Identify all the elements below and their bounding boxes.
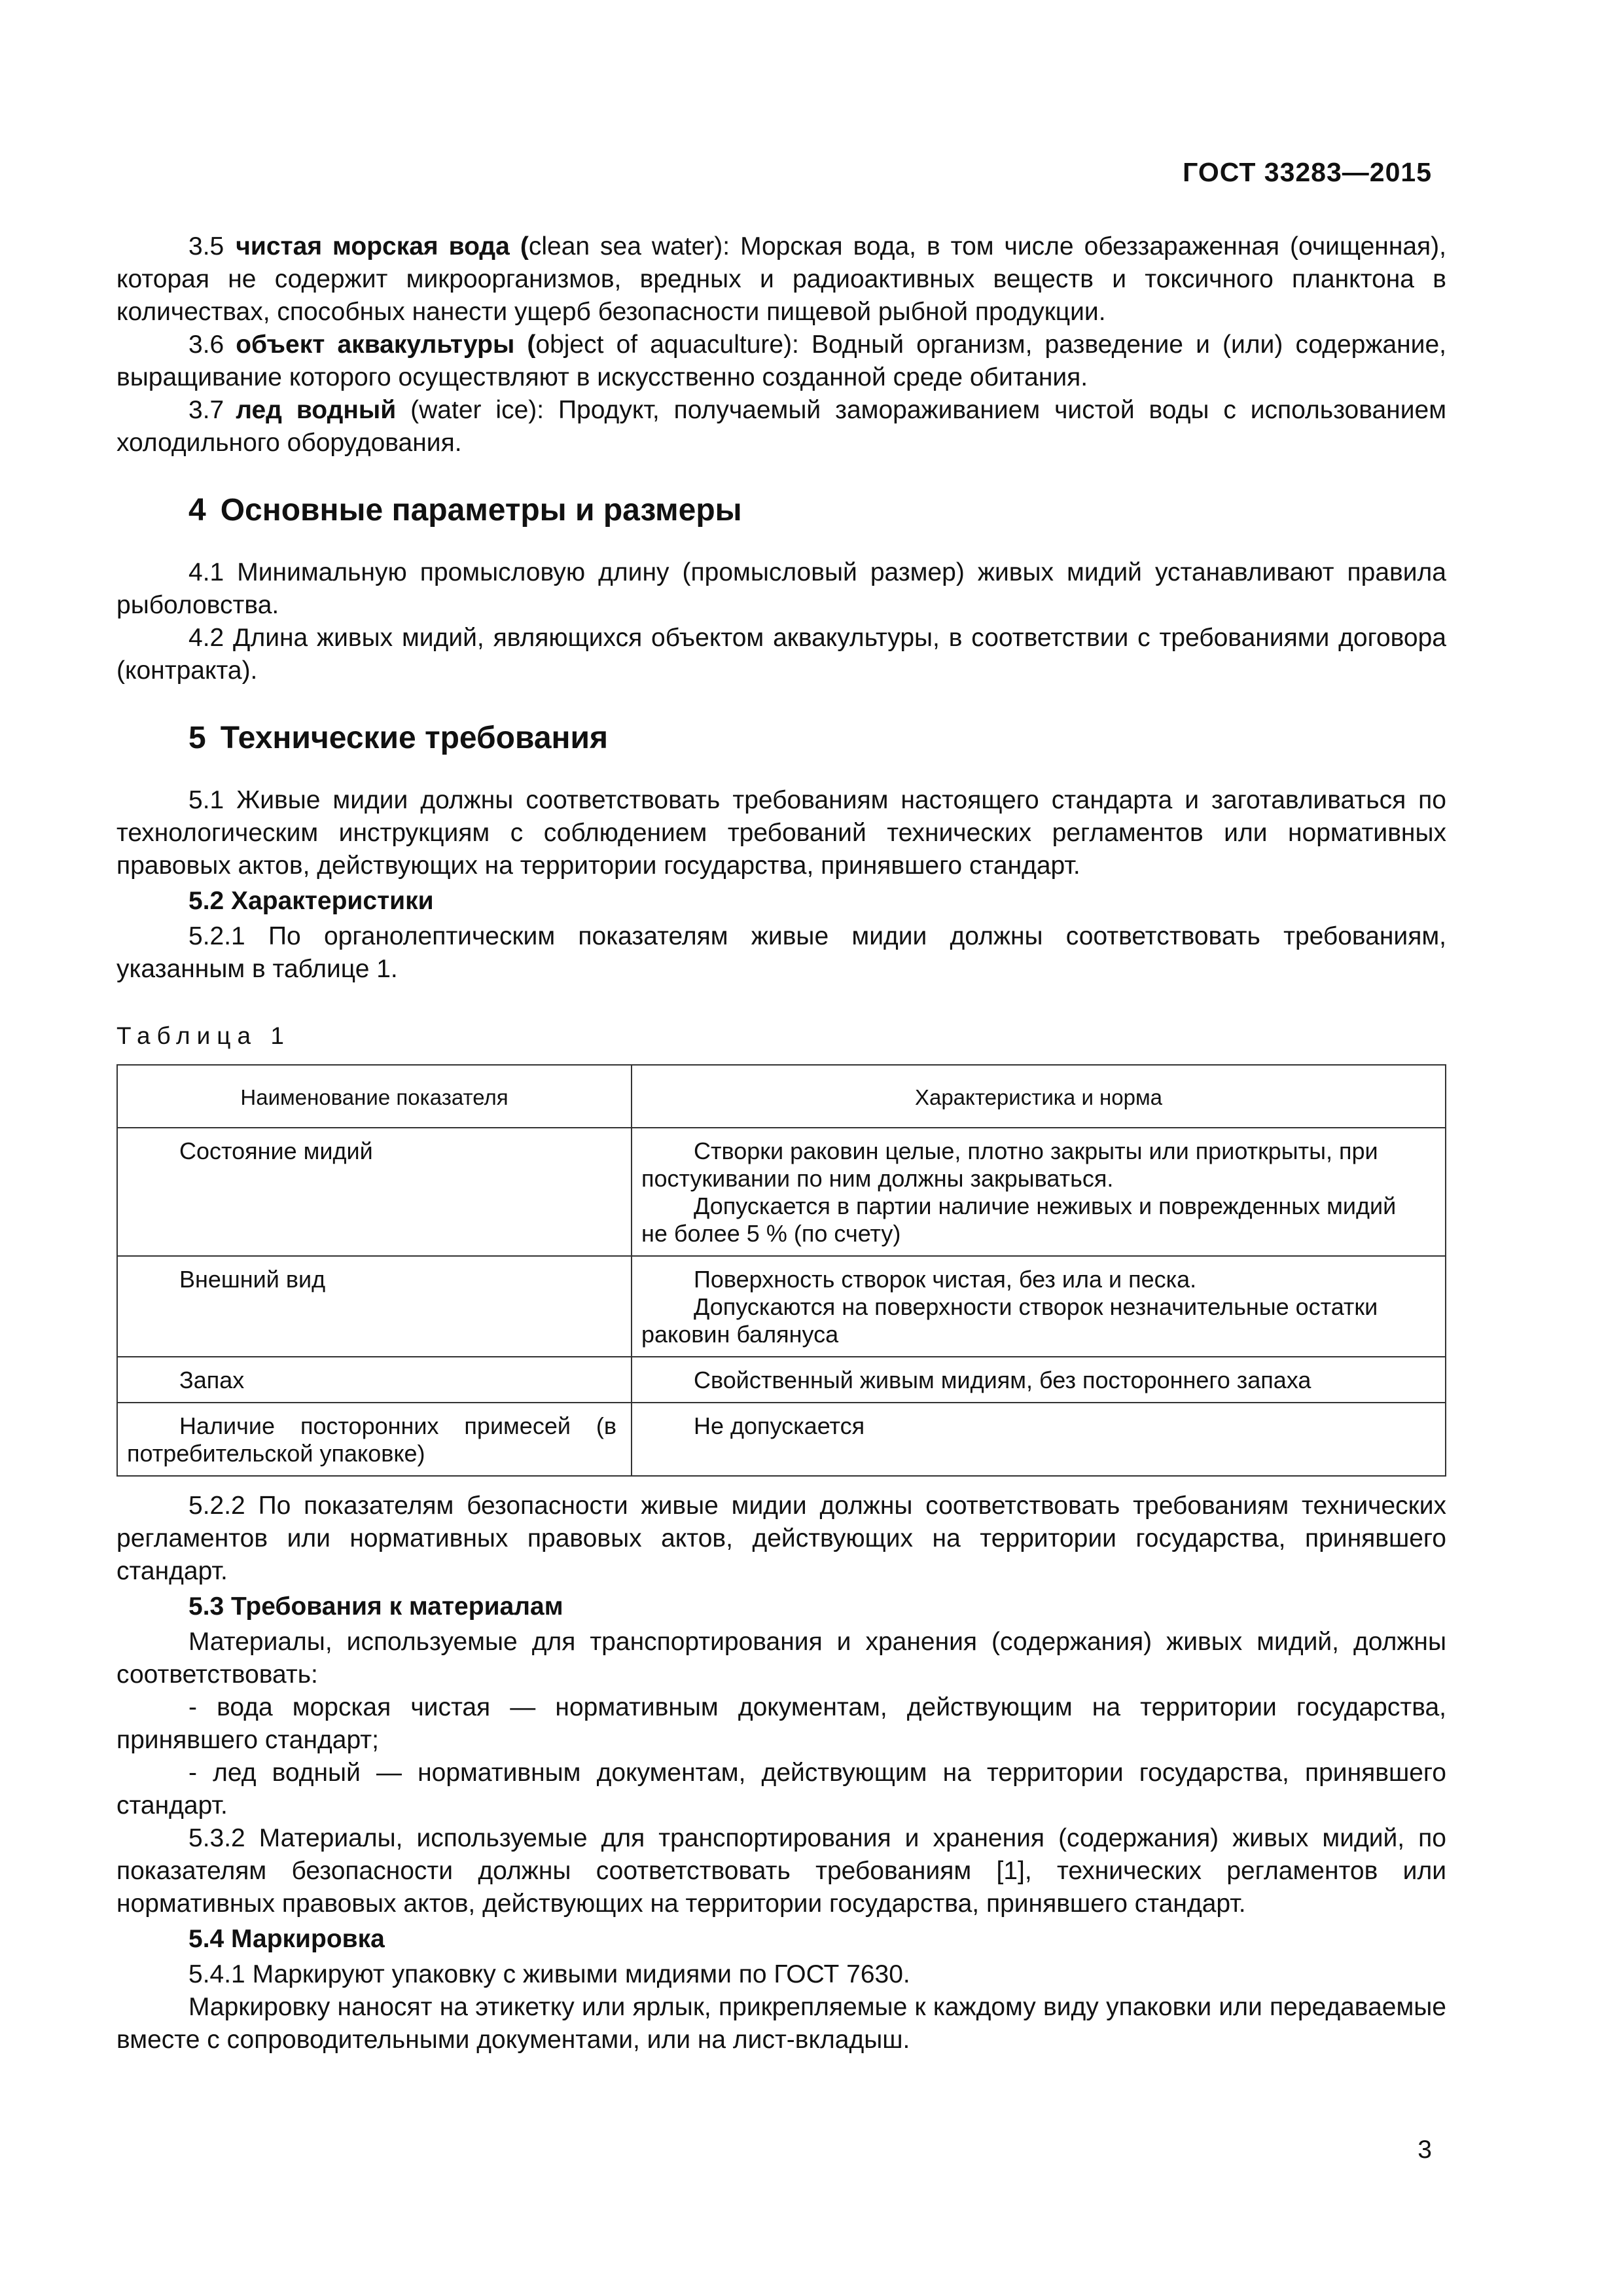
- cell-text: Допускаются на поверхности створок незначительные остатки: [694, 1293, 1378, 1320]
- table-cell-norm: [632, 1256, 1446, 1357]
- clause-text: clean sea water): Морская вода, в том числе обеззараженная (очищенная), которая не содержит микроорганизмов, вредных и радиоактивных веществ и токсичного планктона в количествах, способных нанести ущерб безопасности пищевой рыбной продукции.: [116, 232, 1446, 326]
- clause-text: (water ice): Продукт, получаемый замораживанием чистой воды с использованием холодильного оборудования.: [116, 396, 1447, 457]
- term-bold: лед водный: [236, 396, 397, 424]
- table-cell-indicator: [117, 1403, 632, 1476]
- clause-text: object of aquaculture): Водный организм, разведение и (или) содержание, выращивание которого осуществляют в искусственно созданной среде обитания.: [116, 331, 1446, 391]
- cell-text: Допускается в партии наличие неживых и поврежденных мидий: [694, 1193, 1397, 1219]
- cell-text: Створки раковин целые, плотно закрыты или приоткрыты, при: [694, 1138, 1378, 1164]
- clause-3-6: [116, 329, 1446, 394]
- clause-5-2-2: 5.2.2 По показателям безопасности живые мидии должны соответствовать требованиям технических регламентов или нормативных правовых актов, действующих на территории государства, принявшего стандарт.: [116, 1492, 1446, 1585]
- clause-5-3-intro: Материалы, используемые для транспортирования и хранения (содержания) живых мидий, должны соответствовать:: [116, 1628, 1446, 1689]
- cell-text: постукивании по ним должны закрываться.: [641, 1165, 1114, 1192]
- clause-4-1: 4.1 Минимальную промысловую длину (промысловый размер) живых мидий устанавливают правила рыболовства.: [116, 558, 1446, 619]
- table-header-indicator: Наименование показателя: [117, 1065, 632, 1128]
- table-row: [117, 1256, 1446, 1357]
- table-cell-norm: [632, 1128, 1446, 1256]
- clause-3-5: [116, 230, 1446, 329]
- cell-text: раковин балянуса: [641, 1321, 839, 1348]
- page-content: [116, 230, 1446, 2056]
- clause-5-3-item-ice: - лед водный — нормативным документам, действующим на территории государства, принявшего стандарт.: [116, 1759, 1446, 1820]
- term-bold: чистая морская вода (: [236, 232, 529, 260]
- clause-number: 3.6: [188, 331, 224, 359]
- section-title-text: Основные параметры и размеры: [220, 493, 742, 528]
- cell-text: не более 5 % (по счету): [641, 1220, 901, 1247]
- subsection-5-4-title: 5.4 Маркировка: [188, 1925, 385, 1953]
- term-bold: объект аквакультуры (: [236, 331, 536, 359]
- table-cell-indicator: [117, 1256, 632, 1357]
- cell-text: Свойственный живым мидиям, без постороннего запаха: [694, 1367, 1311, 1393]
- table-cell-indicator: [117, 1128, 632, 1256]
- table-cell-norm: [632, 1403, 1446, 1476]
- clause-number: 3.5: [188, 232, 224, 260]
- subsection-5-3-title: 5.3 Требования к материалам: [188, 1592, 563, 1621]
- table-header-norm: Характеристика и норма: [632, 1065, 1446, 1128]
- table-row: [117, 1128, 1446, 1256]
- clause-5-4-1-cont: Маркировку наносят на этикетку или ярлык, прикрепляемые к каждому виду упаковки или передаваемые вместе с сопроводительными документами, или на лист-вкладыш.: [116, 1993, 1446, 2054]
- page-number: 3: [1418, 2136, 1432, 2164]
- table-caption: Таблица 1: [116, 1022, 291, 1049]
- table-row: [117, 1403, 1446, 1476]
- clause-5-3-2: 5.3.2 Материалы, используемые для транспортирования и хранения (содержания) живых мидий, по показателям безопасности должны соответствовать требованиям [1], технических регламентов или нормативных правовых актов, действующих на территории государства, принявшего стандарт.: [116, 1824, 1446, 1918]
- cell-text: Поверхность створок чистая, без ила и песка.: [694, 1266, 1197, 1293]
- section-5-title: [188, 719, 1446, 758]
- clause-4-2: 4.2 Длина живых мидий, являющихся объектом аквакультуры, в соответствии с требованиями договора (контракта).: [116, 624, 1446, 685]
- table-cell-indicator: [117, 1357, 632, 1403]
- cell-text: Запах: [179, 1367, 245, 1393]
- cell-text: Внешний вид: [179, 1266, 326, 1293]
- clause-5-3-item-water: - вода морская чистая — нормативным документам, действующим на территории государства, принявшего стандарт;: [116, 1693, 1446, 1754]
- subsection-5-2-title: 5.2 Характеристики: [188, 887, 434, 915]
- section-4-title: [188, 491, 1446, 530]
- section-title-text: Технические требования: [220, 721, 609, 755]
- section-number: 4: [188, 493, 206, 528]
- cell-text: Состояние мидий: [179, 1138, 373, 1164]
- clause-5-4-1: 5.4.1 Маркируют упаковку с живыми мидиями по ГОСТ 7630.: [188, 1960, 910, 1988]
- table-cell-norm: [632, 1357, 1446, 1403]
- section-number: 5: [188, 721, 206, 755]
- clause-number: 3.7: [188, 396, 224, 424]
- clause-3-7: [116, 394, 1446, 459]
- clause-5-1: 5.1 Живые мидии должны соответствовать требованиям настоящего стандарта и заготавливаться по технологическим инструкциям с соблюдением требований технических регламентов или нормативных правовых актов, действующих на территории государства, принявшего стандарт.: [116, 786, 1446, 880]
- table-row: [117, 1357, 1446, 1403]
- document-code-header: ГОСТ 33283—2015: [1183, 157, 1432, 187]
- clause-5-2-1: 5.2.1 По органолептическим показателям живые мидии должны соответствовать требованиям, указанным в таблице 1.: [116, 922, 1446, 983]
- cell-text: Не допускается: [694, 1412, 865, 1439]
- organoleptic-table: [116, 1064, 1446, 1477]
- cell-text: Наличие посторонних примесей (в потребительской упаковке): [127, 1412, 616, 1467]
- table-header-row: [117, 1065, 1446, 1128]
